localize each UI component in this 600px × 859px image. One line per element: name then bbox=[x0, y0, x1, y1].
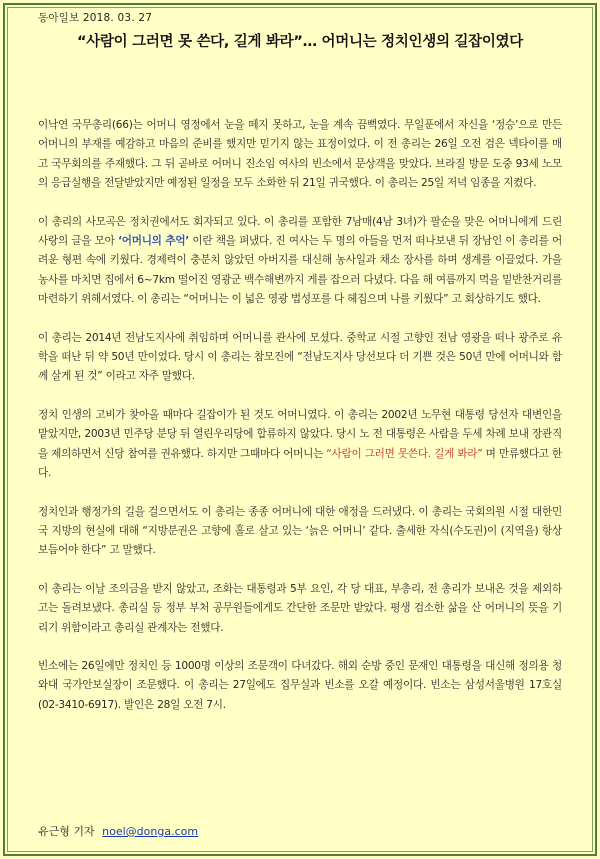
dateline: 동아일보 2018. 03. 27 bbox=[38, 12, 153, 24]
paragraph-2-text-b: 이란 책을 펴냈다. 진 여사는 두 명의 아들을 먼저 떠나보낸 뒤 장남인 이 총리를 어려운 형편 속에 키웠다. 경제력이 충분치 않았던 아버지를 대신해 농사일과 채소 장사를 하며 생계를 이끌었다. 가을 농사를 마치면 집에서 6~7km 떨어진 영광군 백수해변까지 게를 잡으러 다녔다. 다음 해 여름까지 먹을 밑반찬거리를 마련하기 위해서였다. 이 총리는 “어머니는 이 넓은 영광 법성포를 다 헤집으며 나를 키웠다” 고 회상하기도 했다. bbox=[38, 235, 562, 306]
paragraph-3: 이 총리는 2014년 전남도지사에 취임하며 어머니를 관사에 모셨다. 중학교 시절 고향인 전남 영광을 떠나 광주로 유학을 떠난 뒤 약 50년 만이었다. 당시 이 총리는 참모진에 “전남도지사 당선보다 더 기쁜 것은 50년 만에 어머니와 함께 살게 된 것” 이라고 자주 말했다. bbox=[38, 331, 562, 383]
paragraph-5: 정치인과 행정가의 길을 걸으면서도 이 총리는 종종 어머니에 대한 애정을 드러냈다. 이 총리는 국회의원 시절 대한민국 지방의 현실에 대해 “지방분권은 고향에 홀로 살고 있는 ‘늙은 어머니’ 같다. 출세한 자식(수도권)이 (지역을) 항상 보듬어야 한다” 고 말했다. bbox=[38, 505, 562, 557]
reporter-name: 유근형 기자 bbox=[38, 825, 95, 838]
article-body bbox=[38, 116, 562, 734]
mother-quote-highlight: “사람이 그러면 못쓴다. 길게 봐라” bbox=[326, 447, 483, 460]
paragraph-2-text-a: 이 총리의 사모곡은 정치권에서도 회자되고 있다. 이 총리를 포함한 7남매(4남 3녀)가 팔순을 맞은 어머니에게 드린 사랑의 글을 모아 bbox=[38, 215, 562, 248]
paragraph-7: 빈소에는 26일에만 정치인 등 1000명 이상의 조문객이 다녀갔다. 해외 순방 중인 문재인 대통령을 대신해 정의용 청와대 국가안보실장이 조문했다. 이 총리는 27일에도 집무실과 빈소를 오갈 예정이다. 빈소는 삼성서울병원 17호실(02-3410-6917). 발인은 28일 오전 7시. bbox=[38, 659, 562, 711]
book-title-highlight: ‘어머니의 추억’ bbox=[117, 235, 190, 248]
paragraph-4 bbox=[38, 406, 562, 484]
headline: “사람이 그러면 못 쓴다, 길게 봐라”… 어머니는 정치인생의 길잡이였다 bbox=[77, 34, 523, 50]
paragraph-4-text-b: 며 만류했다고 한다. bbox=[38, 447, 562, 480]
reporter-email-link[interactable]: noel@donga.com bbox=[102, 825, 199, 838]
paragraph-6: 이 총리는 이날 조의금을 받지 않았고, 조화는 대통령과 5부 요인, 각 당 대표, 부총리, 전 총리가 보내온 것을 제외하고는 돌려보냈다. 총리실 등 정부 부처 공무원들에게도 간단한 조문만 받았다. 평생 검소한 삶을 산 어머니의 뜻을 기리기 위함이라고 총리실 관계자는 전했다. bbox=[38, 582, 562, 634]
byline bbox=[38, 823, 198, 839]
paragraph-2 bbox=[38, 213, 562, 310]
paragraph-4-text-a: 정치 인생의 고비가 찾아올 때마다 길잡이가 된 것도 어머니였다. 이 총리는 2002년 노무현 대통령 당선자 대변인을 맡았지만, 2003년 민주당 분당 뒤 열린우리당에 합류하지 않았다. 당시 노 전 대통령은 사람을 두세 차례 보내 장관직을 제의하면서 신당 참여를 권유했다. 하지만 그때마다 어머니는 bbox=[38, 408, 562, 460]
paragraph-1: 이낙연 국무총리(66)는 어머니 영정에서 눈을 떼지 못하고, 눈을 계속 끔뻑였다. 무일푼에서 자신을 ‘정승’으로 만든 어머니의 부재를 예감하고 마음의 준비를 했지만 믿기지 않는 표정이었다. 이 전 총리는 26일 오전 검은 넥타이를 매고 국무회의를 주재했다. 그 뒤 곧바로 어머니 진소임 여사의 빈소에서 문상객을 맞았다. 브라질 방문 도중 93세 노모의 응급실행을 전달받았지만 예정된 일정을 모두 소화한 뒤 21일 귀국했다. 이 총리는 25일 저녁 임종을 지켰다. bbox=[38, 119, 562, 190]
